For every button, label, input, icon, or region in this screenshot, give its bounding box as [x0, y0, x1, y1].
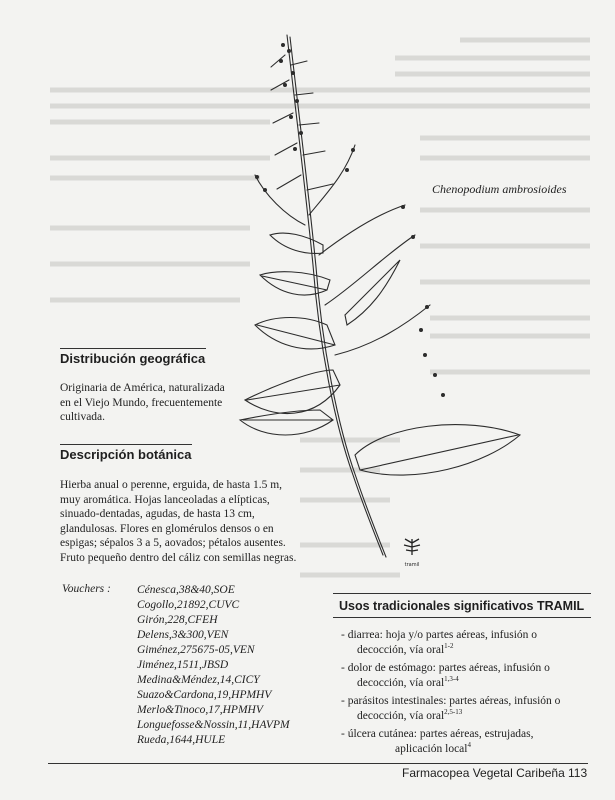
- usos-item: [341, 727, 591, 756]
- usos-item-line1: - dolor de estómago: partes aéreas, infusión o: [341, 662, 550, 674]
- page-number: 113: [568, 766, 588, 780]
- voucher-item: Jiménez,1511,JBSD: [137, 659, 229, 671]
- usos-item-ref: 1-2: [444, 641, 454, 650]
- usos-item: [341, 628, 591, 657]
- usos-item-route: decocción, vía oral: [357, 643, 445, 656]
- voucher-item: Longuefosse&Nossin,11,HAVPM: [137, 719, 290, 731]
- voucher-item: Delens,3&300,VEN: [137, 629, 229, 641]
- voucher-item: Giménez,275675-05,VEN: [137, 644, 255, 656]
- voucher-item: Merlo&Tinoco,17,HPMHV: [137, 704, 263, 716]
- usos-box: [333, 593, 591, 760]
- voucher-item: Medina&Méndez,14,CICY: [137, 674, 260, 686]
- voucher-item: Rueda,1644,HULE: [137, 734, 226, 746]
- voucher-item: Girón,228,CFEH: [137, 614, 218, 626]
- descripcion-line: sinuado-dentadas, agudas, de hasta 13 cm,: [60, 508, 255, 520]
- distribucion-line: cultivada.: [60, 411, 106, 423]
- usos-item-line1: - úlcera cutánea: partes aéreas, estrujadas,: [341, 728, 534, 740]
- usos-item-line1: - parásitos intestinales: partes aéreas, infusión o: [341, 695, 561, 707]
- usos-item-ref: 1,3-4: [444, 674, 459, 683]
- tramil-logo: [398, 537, 426, 568]
- distribucion-line: en el Viejo Mundo, frecuentemente: [60, 396, 223, 409]
- usos-item-route: decocción, vía oral: [357, 709, 445, 722]
- footer-title: Farmacopea Vegetal Caribeña: [402, 766, 565, 780]
- usos-item-route: aplicación local: [395, 742, 468, 755]
- descripcion-title: Descripción botánica: [60, 444, 192, 462]
- descripcion-line: espigas; sépalos 3 a 5, aovados; pétalos ausentes.: [60, 537, 286, 549]
- usos-item-line2: [341, 742, 591, 757]
- figure-caption: Chenopodium ambrosioides: [432, 182, 567, 196]
- descripcion-line: muy aromática. Hojas lanceoladas a elípticas,: [60, 493, 270, 506]
- usos-item: [341, 694, 591, 723]
- usos-item-line2: [341, 643, 591, 658]
- descripcion-line: Fruto pequeño dentro del cáliz con semillas negras.: [60, 551, 297, 564]
- usos-item-ref: 2,5-13: [444, 707, 463, 716]
- usos-item: [341, 661, 591, 690]
- usos-item-line2: [341, 676, 591, 691]
- usos-item-line2: [341, 709, 591, 724]
- vouchers-label: Vouchers :: [62, 583, 111, 595]
- voucher-item: Cogollo,21892,CUVC: [137, 599, 240, 611]
- voucher-item: Suazo&Cardona,19,HPMHV: [137, 689, 272, 701]
- descripcion-line: glandulosas. Flores en glomérulos densos o en: [60, 522, 274, 535]
- descripcion-line: Hierba anual o perenne, erguida, de hasta 1.5 m,: [60, 479, 283, 491]
- usos-item-route: decocción, vía oral: [357, 676, 445, 689]
- usos-item-line1: - diarrea: hoja y/o partes aéreas, infusión o: [341, 629, 538, 641]
- tramil-logo-text: tramil: [404, 562, 420, 568]
- voucher-item: Cénesca,38&40,SOE: [137, 584, 235, 596]
- footer-rule: [48, 763, 588, 764]
- usos-list: [333, 618, 591, 756]
- distribucion-text: [60, 381, 225, 425]
- vouchers-list: [137, 583, 290, 748]
- distribucion-line: Originaria de América, naturalizada: [60, 382, 225, 394]
- tramil-logo-icon: [400, 537, 424, 557]
- distribucion-title: Distribución geográfica: [60, 348, 206, 366]
- usos-title: Usos tradicionales significativos TRAMIL: [333, 594, 591, 618]
- descripcion-text: [60, 478, 296, 565]
- usos-item-ref: 4: [467, 740, 471, 749]
